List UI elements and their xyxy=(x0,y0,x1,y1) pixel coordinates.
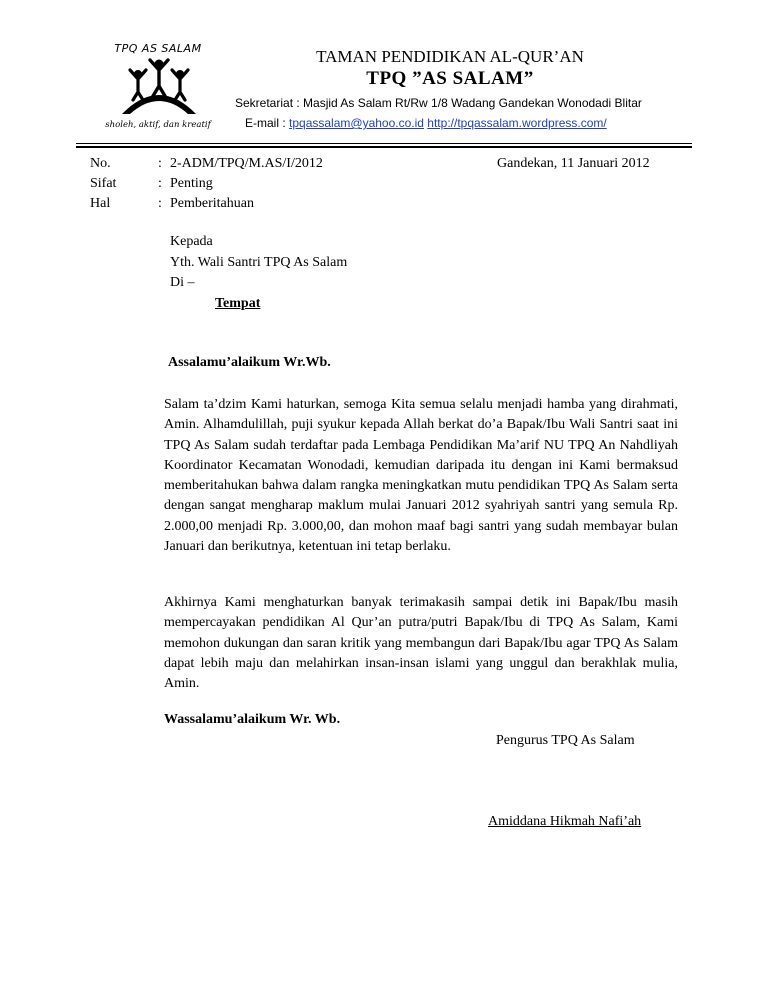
sifat-value: Penting xyxy=(170,176,213,191)
children-arc-logo-icon xyxy=(118,56,200,120)
no-label: No. xyxy=(90,156,111,171)
header-divider-thick xyxy=(76,146,692,148)
email-label: E-mail : xyxy=(245,116,286,130)
place-date: Gandekan, 11 Januari 2012 xyxy=(497,156,650,171)
secretariat-address: Sekretariat : Masjid As Salam Rt/Rw 1/8 Wadang Gandekan Wonodadi Blitar xyxy=(235,96,642,110)
hal-colon: : xyxy=(158,196,162,211)
org-type: TAMAN PENDIDIKAN AL-QUR’AN xyxy=(316,47,584,66)
website-link[interactable]: http://tpqassalam.wordpress.com/ xyxy=(427,116,607,130)
greeting: Assalamu’alaikum Wr.Wb. xyxy=(168,355,331,370)
paragraph-1: Salam ta’dzim Kami haturkan, semoga Kita semua selalu menjadi hamba yang dirahmati, Amin. Alhamdulillah, puji syukur kepada Allah berkat do’a Bapak/Ibu Wali Santri saat ini TPQ As Salam sudah terdaftar pada Lembaga Pendidikan Ma’arif NU TPQ An Nahdliyah Koordinator Kecamatan Wonodadi, kemudian daripada itu dengan ini Kami bermaksud memberitahukan bahwa dalam rangka meningkatkan mutu pendidikan TPQ As Salam serta dengan sangat mengharap maklum mulai Januari 2012 syahriyah santri yang semula Rp. 2.000,00 menjadi Rp. 3.000,00, dan mohon maaf bagi santri yang sudah membayar bulan Januari dan berikutnya, ketentuan ini tetap berlaku. xyxy=(164,397,678,555)
recipient-kepada: Kepada xyxy=(170,234,213,249)
logo-tagline: sholeh, aktif, dan kreatif xyxy=(105,120,211,130)
logo xyxy=(96,42,220,134)
sifat-colon: : xyxy=(158,176,162,191)
hal-value: Pemberitahuan xyxy=(170,196,254,211)
recipient-di: Di – xyxy=(170,275,195,290)
sifat-label: Sifat xyxy=(90,176,117,191)
header-divider-thin xyxy=(76,143,692,144)
paragraph-2: Akhirnya Kami menghaturkan banyak terimakasih sampai detik ini Bapak/Ibu masih mempercayakan pendidikan Al Qur’an putra/putri Bapak/Ibu di TPQ As Salam, Kami memohon dukungan dan saran kritik yang membangun dari Bapak/Ibu agar TPQ As Salam dapat lebih maju dan melahirkan insan-insan islami yang unggul dan berakhlak mulia, Amin. xyxy=(164,595,678,692)
recipient-yth: Yth. Wali Santri TPQ As Salam xyxy=(170,255,348,270)
logo-title: TPQ AS SALAM xyxy=(114,42,202,55)
email-link[interactable]: tpqassalam@yahoo.co.id xyxy=(289,116,424,130)
no-colon: : xyxy=(158,156,162,171)
org-name: TPQ ”AS SALAM” xyxy=(366,68,534,89)
no-value: 2-ADM/TPQ/M.AS/I/2012 xyxy=(170,156,323,171)
contact-line xyxy=(245,116,607,130)
signature-name: Amiddana Hikmah Nafi’ah xyxy=(488,814,642,829)
recipient-tempat: Tempat xyxy=(215,296,261,311)
closing: Wassalamu’alaikum Wr. Wb. xyxy=(164,712,341,727)
hal-label: Hal xyxy=(90,196,111,211)
signature-title: Pengurus TPQ As Salam xyxy=(496,733,635,748)
